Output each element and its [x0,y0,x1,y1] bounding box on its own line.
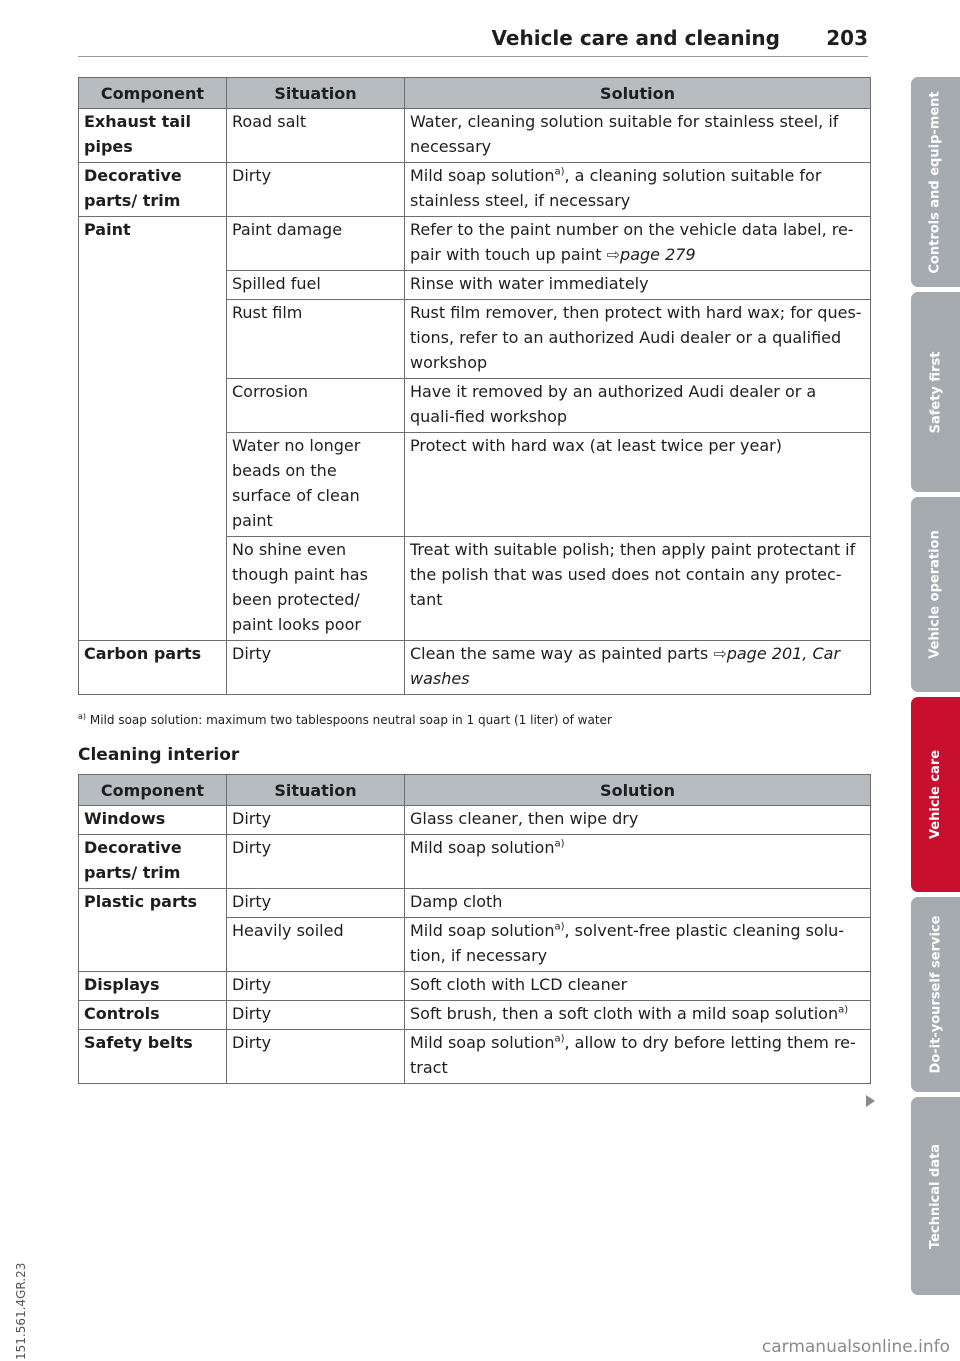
component-cell: Exhaust tail pipes [79,109,227,163]
solution-cell: Treat with suitable polish; then apply paint protectant if the polish that was used does not contain any protec-tant [405,537,871,641]
footnote-marker: a) [554,838,565,850]
component-cell: Displays [79,972,227,1001]
situation-cell: Water no longer beads on the surface of clean paint [227,433,405,537]
tab-controls-and-equipment[interactable] [911,77,960,287]
column-header: Component [79,78,227,109]
solution-text: Mild soap solution [410,166,555,185]
component-cell: Controls [79,1001,227,1030]
table-row [79,889,871,918]
footnote-marker: a) [838,1004,849,1016]
solution-cell [405,641,871,695]
solution-cell: Water, cleaning solution suitable for stainless steel, if necessary [405,109,871,163]
tab-label: Safety first [928,351,944,433]
solution-cell: Glass cleaner, then wipe dry [405,806,871,835]
table-row [79,806,871,835]
table-row [79,641,871,695]
page-ref-arrow-icon: ⇨ [713,644,727,663]
situation-cell: Dirty [227,1030,405,1084]
solution-text: Soft brush, then a soft cloth with a mild soap solution [410,1004,839,1023]
situation-cell: Dirty [227,972,405,1001]
exterior-cleaning-table [78,77,871,695]
footnote [78,713,612,727]
solution-text: Mild soap solution [410,921,555,940]
document-code [14,1262,34,1360]
situation-cell: Dirty [227,641,405,695]
footnote-marker: a) [554,1033,565,1045]
component-cell: Carbon parts [79,641,227,695]
solution-cell [405,217,871,271]
component-cell: Windows [79,806,227,835]
tab-safety-first[interactable] [911,292,960,492]
solution-text: , solvent-free plastic cleaning solu-tion, if necessary [410,921,845,965]
interior-cleaning-table [78,774,871,1084]
page-reference-link[interactable]: page 279 [620,245,696,264]
tab-do-it-yourself-service[interactable] [911,897,960,1092]
header-title: Vehicle care and cleaning [491,26,780,50]
column-header: Situation [227,78,405,109]
document-code-text: 151.561.4GR.23 [14,1262,28,1360]
solution-text: Refer to the paint number on the vehicle data label, re-pair with touch up paint [410,220,854,264]
solution-text: Mild soap solution [410,1033,555,1052]
component-cell: Decorative parts/ trim [79,835,227,889]
solution-cell [405,1030,871,1084]
table-row [79,835,871,889]
solution-text: Clean the same way as painted parts [410,644,709,663]
column-header: Solution [405,78,871,109]
table-row [79,109,871,163]
situation-cell: Dirty [227,163,405,217]
footnote-marker: a) [554,921,565,933]
continue-arrow-icon [866,1095,875,1107]
tab-label: Do-it-yourself service [928,915,943,1074]
solution-text: , a cleaning solution suitable for stainless steel, if necessary [410,166,822,210]
solution-text: Mild soap solution [410,838,555,857]
page-ref-arrow-icon: ⇨ [606,245,621,264]
column-header: Solution [405,775,871,806]
table-row [79,217,871,271]
solution-cell: Soft cloth with LCD cleaner [405,972,871,1001]
page-header [78,22,868,57]
situation-cell: Dirty [227,835,405,889]
solution-cell [405,918,871,972]
solution-cell [405,835,871,889]
tab-vehicle-operation[interactable] [911,497,960,692]
tab-label: Vehicle operation [928,530,944,659]
situation-cell: Heavily soiled [227,918,405,972]
table-row [79,1001,871,1030]
table-row [79,163,871,217]
section-title: Cleaning interior [78,745,240,765]
solution-cell [405,163,871,217]
footnote-marker: a) [78,712,87,721]
column-header: Situation [227,775,405,806]
footnote-marker: a) [554,166,565,178]
page-number: 203 [826,26,868,50]
tab-vehicle-care[interactable] [911,697,960,892]
situation-cell: Dirty [227,806,405,835]
component-cell: Safety belts [79,1030,227,1084]
watermark: carmanualsonline.info [761,1337,950,1357]
component-cell: Paint [79,217,227,641]
solution-cell: Rust film remover, then protect with hard wax; for ques-tions, refer to an authorized Audi dealer or a qualified workshop [405,300,871,379]
solution-cell: Protect with hard wax (at least twice per year) [405,433,871,537]
situation-cell: Dirty [227,1001,405,1030]
situation-cell: Road salt [227,109,405,163]
solution-cell: Rinse with water immediately [405,271,871,300]
component-cell: Decorative parts/ trim [79,163,227,217]
tab-technical-data[interactable] [911,1097,960,1295]
column-header: Component [79,775,227,806]
table-header-row [79,78,871,109]
solution-cell [405,1001,871,1030]
situation-cell: Corrosion [227,379,405,433]
situation-cell: Rust film [227,300,405,379]
component-cell: Plastic parts [79,889,227,972]
footnote-text: Mild soap solution: maximum two tablespoons neutral soap in 1 quart (1 liter) of water [89,713,612,727]
situation-cell: No shine even though paint has been protected/ paint looks poor [227,537,405,641]
table-header-row [79,775,871,806]
situation-cell: Paint damage [227,217,405,271]
solution-text: , allow to dry before letting them re-tract [410,1033,856,1077]
solution-cell: Have it removed by an authorized Audi dealer or a quali-fied workshop [405,379,871,433]
situation-cell: Dirty [227,889,405,918]
solution-cell: Damp cloth [405,889,871,918]
table-row [79,972,871,1001]
tab-label: Technical data [928,1143,943,1249]
page-reference-link[interactable]: page 201, Car washes [410,644,841,688]
tab-label: Controls and equip-ment [928,90,944,274]
situation-cell: Spilled fuel [227,271,405,300]
tab-label: Vehicle care [928,749,943,840]
table-row [79,1030,871,1084]
